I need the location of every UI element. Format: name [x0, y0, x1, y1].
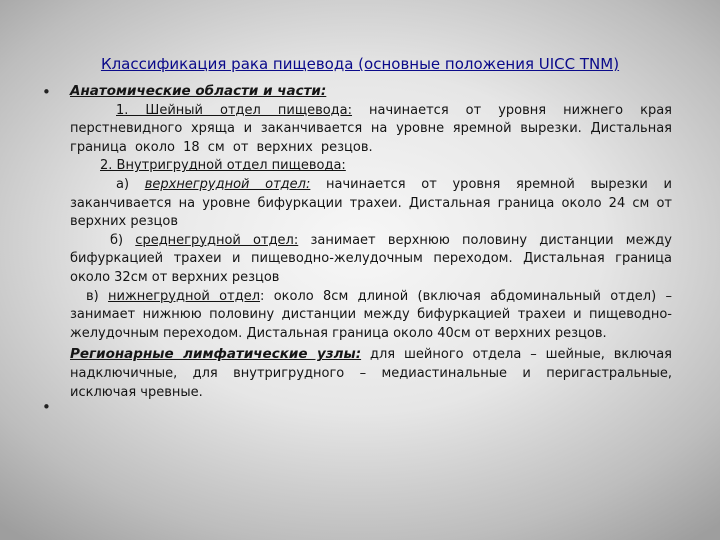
upper-thoracic-label: верхнегрудной отдел:	[144, 176, 311, 192]
middle-thoracic-label: среднегрудной отдел:	[135, 232, 299, 248]
cervical-paragraph	[70, 102, 672, 158]
lymph-paragraph	[70, 345, 672, 402]
page-title: Классификация рака пищевода (основные положения UICC TNM)	[100, 55, 620, 73]
lymph-text: для шейного отдела – шейные, включая надключичные, для внутригрудного – медиастинальные и перигастральные, исключая чревные.	[70, 347, 672, 400]
upper-thoracic-paragraph	[70, 176, 672, 232]
bullet-marker: •	[42, 83, 51, 101]
lower-thoracic-prefix: в)	[86, 288, 109, 304]
cervical-text: начинается от уровня нижнего края перстневидного хряща и заканчивается на уровне яремной вырезки. Дистальная граница около 18 см от верхних резцов.	[70, 102, 672, 155]
lower-thoracic-text: : около 8см длиной (включая абдоминальный отдел) – занимает нижнюю половину дистанции между бифуркацией трахеи и пищеводно-желудочным переходом. Дистальная граница около 40см от верхних резцов.	[70, 288, 672, 341]
cervical-label: 1. Шейный отдел пищевода:	[116, 102, 353, 118]
lower-thoracic-paragraph	[70, 288, 672, 344]
lower-thoracic-label: нижнегрудной отдел	[108, 288, 261, 304]
anatomy-heading: Анатомические области и части:	[70, 83, 327, 99]
upper-thoracic-prefix: а)	[116, 176, 145, 192]
middle-thoracic-text: занимает верхнюю половину дистанции между бифуркацией трахеи и пищеводно-желудочным переходом. Дистальная граница около 32см от верхних резцов	[70, 232, 672, 285]
upper-thoracic-text: начинается от уровня яремной вырезки и заканчивается на уровне бифуркации трахеи. Дистальная граница около 24 см от верхних резцов	[70, 176, 672, 230]
middle-thoracic-paragraph	[70, 232, 672, 288]
bullet-marker: •	[42, 398, 51, 416]
thoracic-label: 2. Внутригрудной отдел пищевода:	[100, 158, 346, 174]
middle-thoracic-prefix: б)	[110, 232, 136, 248]
thoracic-heading-line	[70, 157, 672, 176]
slide-body	[70, 82, 672, 402]
anatomy-heading-line	[70, 82, 672, 102]
lymph-heading: Регионарные лимфатические узлы:	[70, 346, 362, 363]
